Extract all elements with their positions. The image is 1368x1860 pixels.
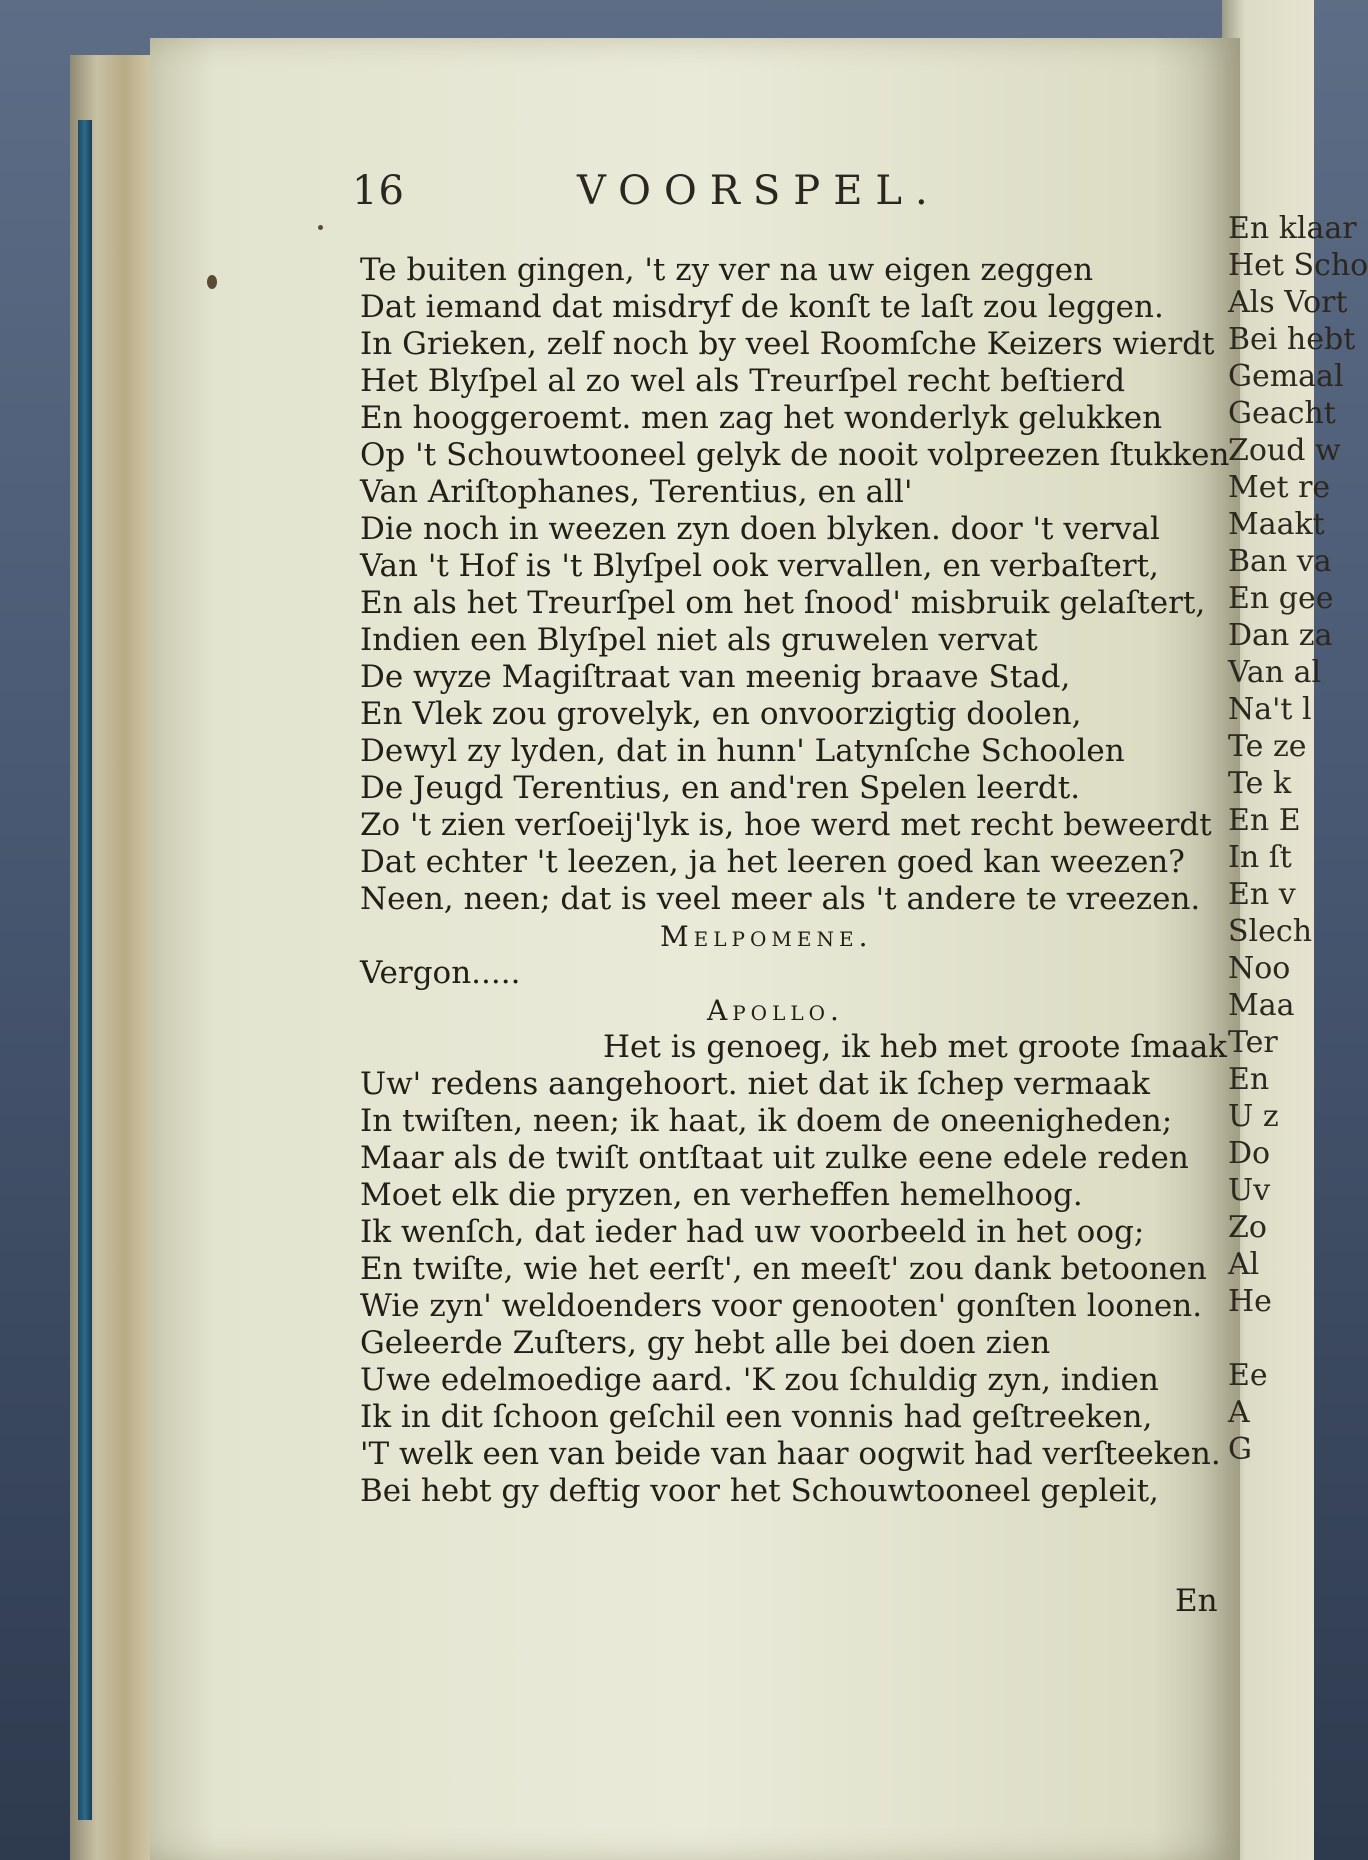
verse-line: Het Blyſpel al zo wel als Treurſpel recht beſtierd [360, 363, 1126, 399]
verse-line: Uw' redens aangehoort. niet dat ik ſchep vermaak [360, 1066, 1150, 1102]
verse-line: Geleerde Zuſters, gy hebt alle bei doen zien [360, 1325, 1051, 1361]
verse-line: Dat iemand dat misdryf de konſt te laſt zou leggen. [360, 289, 1164, 325]
facing-page-fragment: Gemaal [1228, 359, 1344, 394]
verse-line: En hooggeroemt. men zag het wonderlyk gelukken [360, 400, 1163, 436]
facing-page-fragment: Slech [1228, 914, 1313, 949]
verse-line: Zo 't zien verſoeij'lyk is, hoe werd met recht beweerdt [360, 807, 1212, 843]
facing-page-fragment: En [1228, 1062, 1270, 1097]
verse-text [360, 252, 1240, 1510]
facing-page-fragment: Van al [1228, 655, 1322, 690]
facing-page-fragment: Te k [1228, 766, 1292, 801]
facing-page-fragment: Maa [1228, 988, 1295, 1023]
catchword: En [1175, 1583, 1218, 1619]
verse-line: Moet elk die pryzen, en verheffen hemelhoog. [360, 1177, 1083, 1213]
facing-page-fragment: Bei hebt [1228, 322, 1356, 357]
page-header [352, 168, 1012, 228]
facing-page-fragment: A [1228, 1395, 1250, 1430]
facing-page-fragment: Zo [1228, 1210, 1267, 1245]
verse-line: Ik in dit ſchoon geſchil een vonnis had geſtreeken, [360, 1399, 1153, 1435]
verse-line: Op 't Schouwtooneel gelyk de nooit volpreezen ſtukken [360, 437, 1230, 473]
verse-line: Te buiten gingen, 't zy ver na uw eigen zeggen [360, 252, 1094, 288]
verse-part-1 [360, 252, 1240, 918]
facing-page-fragment: Na't l [1228, 692, 1312, 727]
verse-line: Maar als de twiſt ontſtaat uit zulke eene edele reden [360, 1140, 1189, 1176]
facing-page-fragment [1228, 1320, 1314, 1357]
verse-line: Dewyl zy lyden, dat in hunn' Latynſche Schoolen [360, 733, 1125, 769]
verse-line: In twiſten, neen; ik haat, ik doem de oneenigheden; [360, 1103, 1173, 1139]
verse-line: De Jeugd Terentius, en and'ren Spelen leerdt. [360, 770, 1081, 806]
verse-line: En Vlek zou grovelyk, en onvoorzigtig doolen, [360, 696, 1082, 732]
facing-page-fragment: Als Vort [1228, 285, 1348, 320]
facing-page-fragment: Ee [1228, 1358, 1268, 1393]
facing-page-fragment: En E [1228, 803, 1301, 838]
verse-line: En twiſte, wie het eerſt', en meeſt' zou dank betoonen [360, 1251, 1207, 1287]
verse-line: Indien een Blyſpel niet als gruwelen vervat [360, 622, 1038, 658]
verse-line: Ik wenſch, dat ieder had uw voorbeeld in het oog; [360, 1214, 1145, 1250]
facing-page-fragment: Maakt [1228, 507, 1325, 542]
facing-page-fragment: En klaar [1228, 211, 1357, 246]
ink-spot [318, 225, 323, 230]
facing-page-fragment: Ban va [1228, 544, 1332, 579]
verse-line: Van 't Hof is 't Blyſpel ook vervallen, en verbaſtert, [360, 548, 1159, 584]
facing-page-fragment: Te ze [1228, 729, 1307, 764]
facing-page-fragment: Het Scho [1228, 248, 1368, 283]
verse-part-2 [360, 1066, 1240, 1510]
facing-page-fragment: Al [1228, 1247, 1260, 1282]
facing-page-fragment: En gee [1228, 581, 1334, 616]
speaker-melpomene: Melpomene. [660, 920, 873, 953]
verse-line: Wie zyn' weldoenders voor genooten' gonſten loonen. [360, 1288, 1203, 1324]
ink-spot [207, 275, 217, 289]
facing-page-fragment: Zoud w [1228, 433, 1341, 468]
spine-band [78, 120, 92, 1820]
verse-line: De wyze Magiſtraat van meenig braave Stad, [360, 659, 1071, 695]
verse-line-vergon: Vergon..... [360, 955, 521, 991]
speaker-apollo: Apollo. [707, 994, 844, 1027]
verse-line: Uwe edelmoedige aard. 'K zou ſchuldig zyn, indien [360, 1362, 1159, 1398]
verse-line: En als het Treurſpel om het ſnood' misbruik gelaſtert, [360, 585, 1206, 621]
verse-line: Van Ariſtophanes, Terentius, en all' [360, 474, 913, 510]
facing-page-fragment: Noo [1228, 951, 1291, 986]
page-number: 16 [352, 168, 405, 214]
verse-line: Neen, neen; dat is veel meer als 't andere te vreezen. [360, 881, 1201, 917]
facing-page-fragment: Geacht [1228, 396, 1336, 431]
verse-line: 'T welk een van beide van haar oogwit had verſteeken. [360, 1436, 1221, 1472]
facing-page-fragment: Dan za [1228, 618, 1333, 653]
facing-page-fragment: In ſt [1228, 840, 1292, 875]
verse-line-apollo-first: Het is genoeg, ik heb met groote ſmaak [603, 1029, 1227, 1065]
verse-line: Bei hebt gy deftig voor het Schouwtooneel gepleit, [360, 1473, 1159, 1509]
facing-page-fragment: Uv [1228, 1173, 1271, 1208]
facing-page-fragment: Do [1228, 1136, 1271, 1171]
facing-page-text [1228, 210, 1368, 1468]
verse-line: In Grieken, zelf noch by veel Roomſche Keizers wierdt [360, 326, 1215, 362]
verse-line: Die noch in weezen zyn doen blyken. door 't verval [360, 511, 1160, 547]
facing-page-fragment: He [1228, 1284, 1272, 1319]
facing-page-fragment: U z [1228, 1099, 1279, 1134]
facing-page-fragment: En v [1228, 877, 1296, 912]
facing-page-fragment: G [1228, 1432, 1252, 1467]
running-title: VOORSPEL. [577, 168, 941, 214]
facing-page-fragment: Ter [1228, 1025, 1278, 1060]
facing-page-fragment: Met re [1228, 470, 1331, 505]
verse-line: Dat echter 't leezen, ja het leeren goed kan weezen? [360, 844, 1185, 880]
